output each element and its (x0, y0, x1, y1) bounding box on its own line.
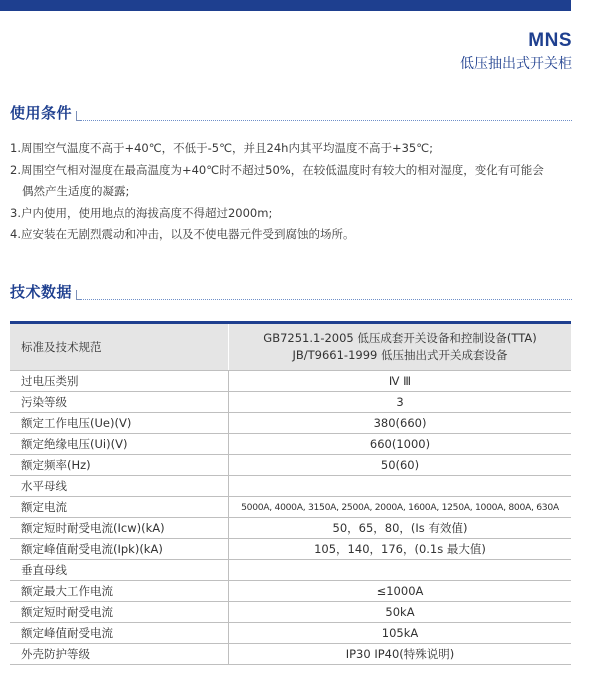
table-row (10, 560, 571, 581)
table-row (10, 476, 571, 497)
table-row (10, 371, 571, 392)
row-label: 额定最大工作电流 (10, 581, 229, 602)
row-value: 50(60) (229, 455, 572, 476)
table-row (10, 539, 571, 560)
row-value: 105kA (229, 623, 572, 644)
row-label: 垂直母线 (10, 560, 229, 581)
table-row (10, 623, 571, 644)
table-row (10, 497, 571, 518)
row-label: 额定绝缘电压(Ui)(V) (10, 434, 229, 455)
row-value: ≤1000A (229, 581, 572, 602)
usage-conditions-list (10, 138, 576, 246)
tech-section-title: 技术数据 (10, 283, 73, 301)
row-value: 50，65，80，(Is 有效值) (229, 518, 572, 539)
row-label: 污染等级 (10, 392, 229, 413)
row-label: 额定短时耐受电流(Icw)(kA) (10, 518, 229, 539)
section-divider (80, 120, 572, 121)
condition-line: 3.户内使用，使用地点的海拔高度不得超过2000m; (10, 205, 273, 220)
condition-line: 偶然产生适度的凝露; (22, 184, 130, 198)
row-value (229, 560, 572, 581)
row-label: 额定电流 (10, 497, 229, 518)
row-value: 5000A, 4000A, 3150A, 2500A, 2000A, 1600A, 1250A, 1000A, 800A, 630A (229, 497, 572, 518)
brand-title: MNS (528, 30, 572, 51)
row-value: 105，140，176，(0.1s 最大值) (229, 539, 572, 560)
row-label: 过电压类别 (10, 371, 229, 392)
row-value (229, 476, 572, 497)
row-value: 660(1000) (229, 434, 572, 455)
row-label: 额定频率(Hz) (10, 455, 229, 476)
table-row (10, 434, 571, 455)
row-value: 50kA (229, 602, 572, 623)
top-accent-bar (0, 0, 571, 11)
row-label: 额定峰值耐受电流 (10, 623, 229, 644)
table-row (10, 392, 571, 413)
condition-line: 2.周围空气相对湿度在最高温度为+40℃时不超过50%，在较低温度时有较大的相对湿度，变化有可能会 (10, 162, 544, 177)
row-value: 3 (229, 392, 572, 413)
table-row (10, 518, 571, 539)
row-label: 外壳防护等级 (10, 644, 229, 665)
row-label: 水平母线 (10, 476, 229, 497)
table-row (10, 581, 571, 602)
row-value: IP30 IP40(特殊说明) (229, 644, 572, 665)
condition-line: 4.应安装在无剧烈震动和冲击，以及不使电器元件受到腐蚀的场所。 (10, 227, 355, 241)
standard-line: JB/T9661-1999 低压抽出式开关成套设备 (292, 348, 508, 362)
usage-section-title: 使用条件 (10, 104, 73, 122)
table-row (10, 413, 571, 434)
condition-line: 1.周围空气温度不高于+40℃，不低于-5℃，并且24h内其平均温度不高于+35℃; (10, 141, 434, 155)
product-subtitle: 低压抽出式开关柜 (460, 56, 572, 72)
table-row (10, 644, 571, 665)
standard-line: GB7251.1-2005 低压成套开关设备和控制设备(TTA) (263, 331, 537, 345)
row-value: Ⅳ Ⅲ (229, 371, 572, 392)
usage-section-header (10, 102, 572, 126)
table-row (10, 602, 571, 623)
tech-section-header (10, 281, 572, 305)
row-value: 380(660) (229, 413, 572, 434)
table-header-label: 标准及技术规范 (10, 324, 229, 371)
table-header-value (229, 324, 572, 371)
section-divider (80, 299, 572, 300)
row-label: 额定峰值耐受电流(Ipk)(kA) (10, 539, 229, 560)
row-label: 额定工作电压(Ue)(V) (10, 413, 229, 434)
tech-data-table (10, 321, 571, 665)
table-header-row (10, 324, 571, 371)
row-label: 额定短时耐受电流 (10, 602, 229, 623)
table-row (10, 455, 571, 476)
